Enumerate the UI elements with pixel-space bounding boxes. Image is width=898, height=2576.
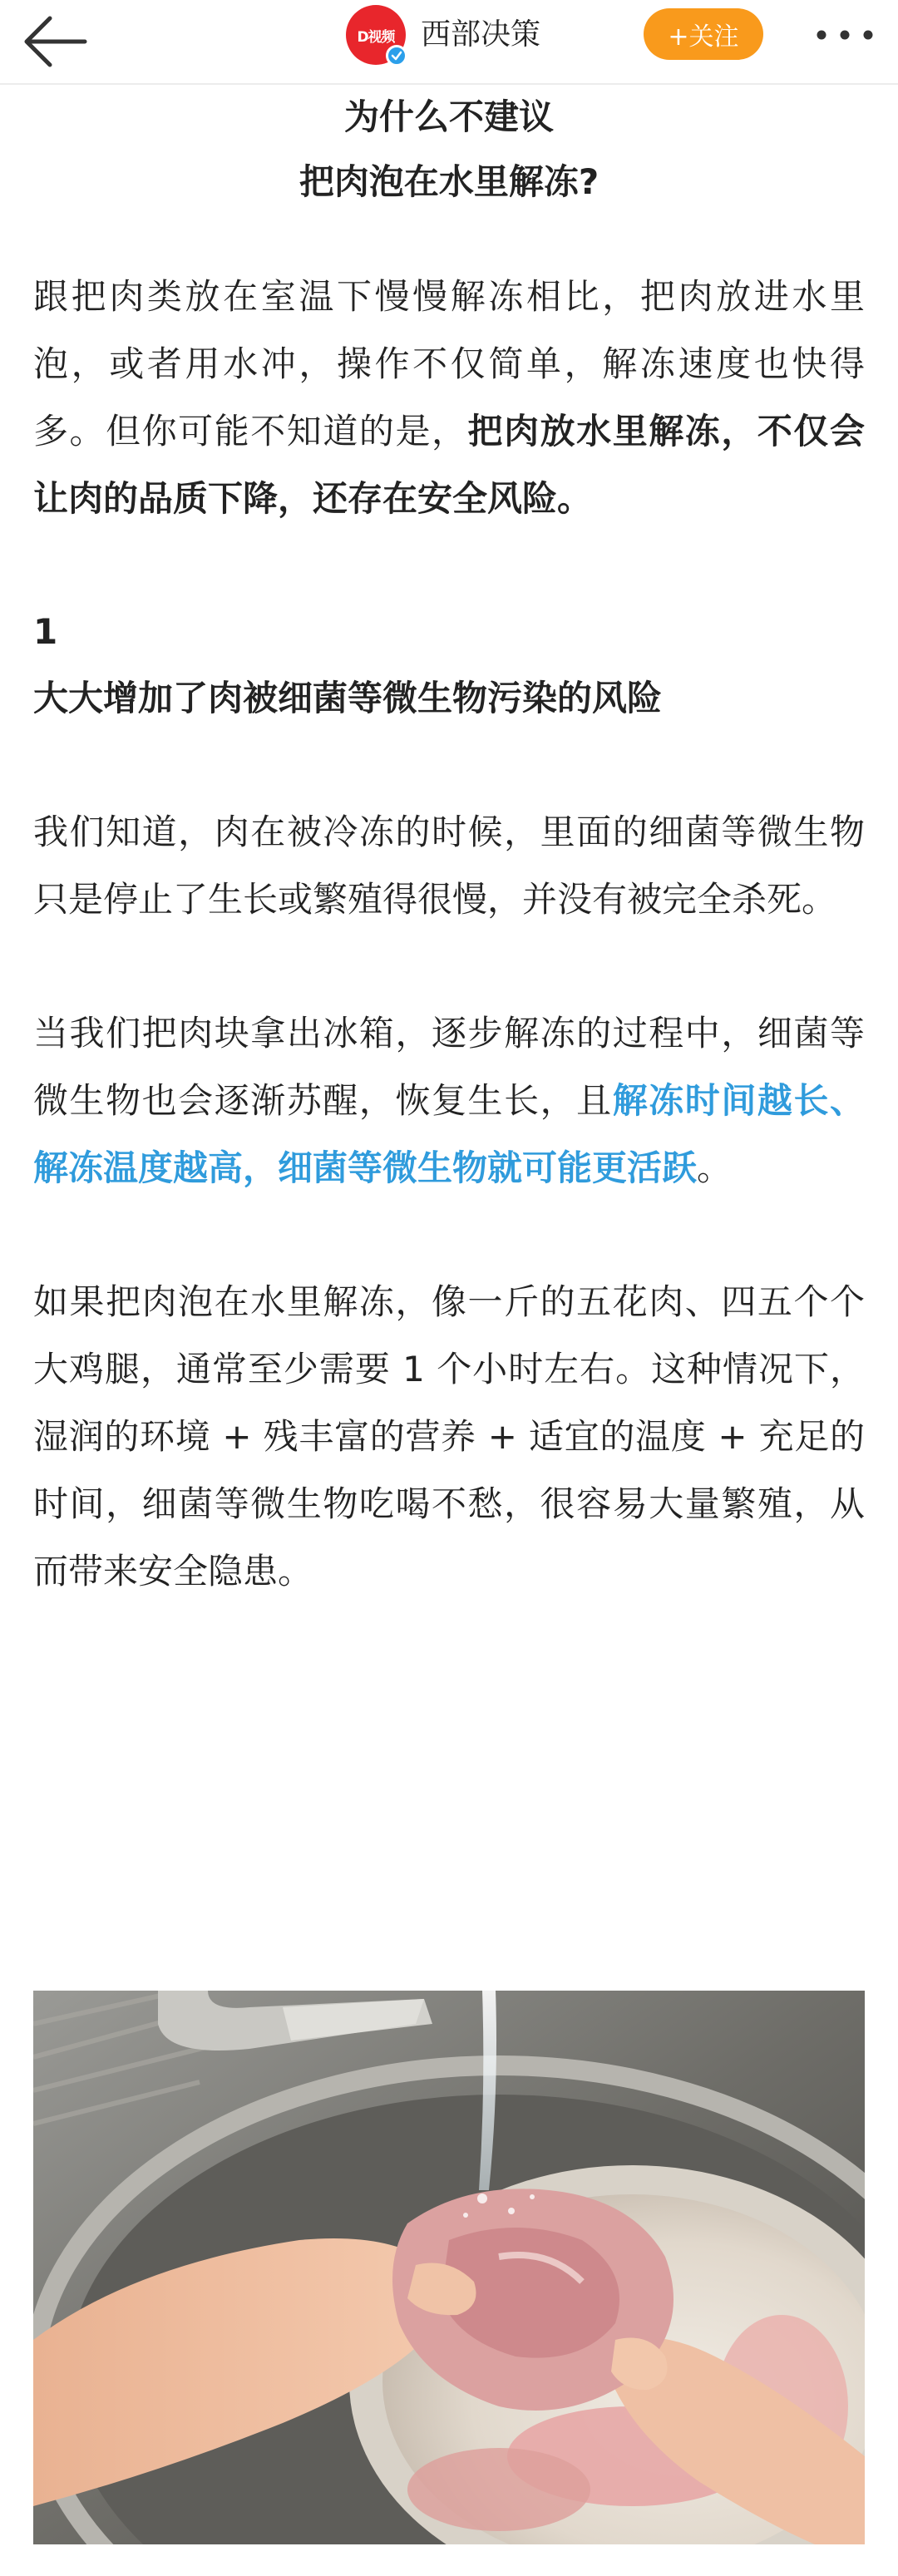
account-name[interactable]: 西部决策	[421, 17, 541, 52]
back-arrow-icon	[20, 12, 90, 72]
follow-button[interactable]: +关注	[644, 8, 763, 60]
paragraph-thawing-end: 。	[697, 1147, 733, 1188]
avatar-logo-text: D视频	[357, 28, 395, 46]
more-dots-icon	[812, 12, 878, 58]
article-body	[33, 85, 865, 1605]
paragraph-water-thawing: 如果把肉泡在水里解冻，像一斤的五花肉、四五个个大鸡腿，通常至少需要 1 个小时左右。这种情况下，湿润的环境 + 残丰富的营养 + 适宜的温度 + 充足的时间，细菌等微生物吃喝不愁，很容易大量繁殖，从而带来安全隐患。	[33, 1281, 865, 1591]
section-heading: 大大增加了肉被细菌等微生物污染的风险	[33, 678, 663, 718]
intro-text: 跟把肉类放在室温下慢慢解冻相比，把肉放进水里泡，或者用水冲，操作不仅简单，解冻速度也快得多。但你可能不知道的是，	[33, 276, 865, 452]
paragraph-thawing-bacteria	[33, 999, 865, 1202]
back-button[interactable]	[20, 12, 90, 72]
highlighted-text: 解冻时间越长、解冻温度越高，细菌等微生物就可能更活跃	[33, 1080, 865, 1188]
top-bar	[0, 0, 898, 85]
article-title-line-2: 把肉泡在水里解冻?	[299, 161, 599, 202]
verified-icon	[386, 45, 407, 67]
account-avatar[interactable]	[346, 5, 406, 65]
intro-bold-text: 把肉放水里解冻，不仅会让肉的品质下降，还存在安全风险。	[33, 411, 865, 519]
paragraph-thawing-text: 当我们把肉块拿出冰箱，逐步解冻的过程中，细菌等微生物也会逐渐苏醒，恢复生长，且	[33, 1013, 865, 1121]
chicken-washing-image	[33, 1991, 865, 2544]
paragraph-frozen-bacteria: 我们知道，肉在被冷冻的时候，里面的细菌等微生物只是停止了生长或繁殖得很慢，并没有被完全杀死。	[33, 812, 865, 920]
article-photo[interactable]	[33, 1991, 865, 2544]
more-button[interactable]	[812, 12, 878, 58]
section-number: 1	[33, 611, 58, 652]
article-title-line-1: 为什么不建议	[343, 96, 554, 137]
intro-paragraph	[33, 263, 865, 532]
